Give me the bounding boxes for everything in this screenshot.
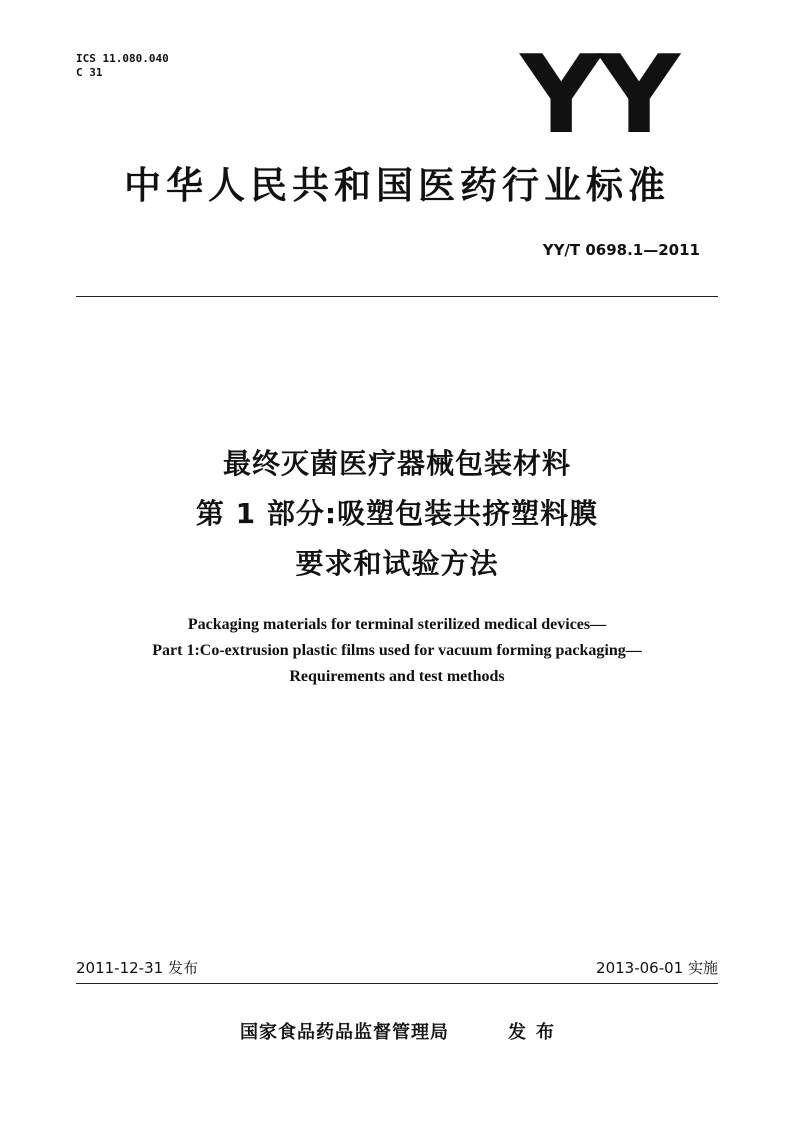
chinese-title-line-3: 要求和试验方法 [295, 547, 499, 580]
issue-date: 2011-12-31 发布 [76, 959, 198, 977]
english-title-line-1: Packaging materials for terminal sterilized medical devices— [187, 616, 607, 633]
standard-org-title: 中华人民共和国医药行业标准 [124, 164, 670, 207]
ccs-code: C 31 [76, 66, 103, 79]
english-title-line-2: Part 1:Co-extrusion plastic films used for vacuum forming packaging— [152, 642, 642, 659]
implementation-date: 2013-06-01 实施 [596, 959, 718, 977]
issuing-authority: 国家食品药品监督管理局 [240, 1022, 449, 1043]
english-title-line-3: Requirements and test methods [289, 668, 505, 685]
ics-code: ICS 11.080.040 [76, 52, 169, 65]
yy-logo: YY [520, 33, 676, 158]
chinese-title-line-2: 第 1 部分:吸塑包装共挤塑料膜 [195, 497, 599, 530]
publish-label: 发布 [508, 1022, 564, 1043]
chinese-title-line-1: 最终灭菌医疗器械包装材料 [222, 447, 571, 480]
top-divider [76, 296, 718, 297]
standard-number: YY/T 0698.1—2011 [542, 241, 700, 259]
bottom-divider [76, 983, 718, 984]
